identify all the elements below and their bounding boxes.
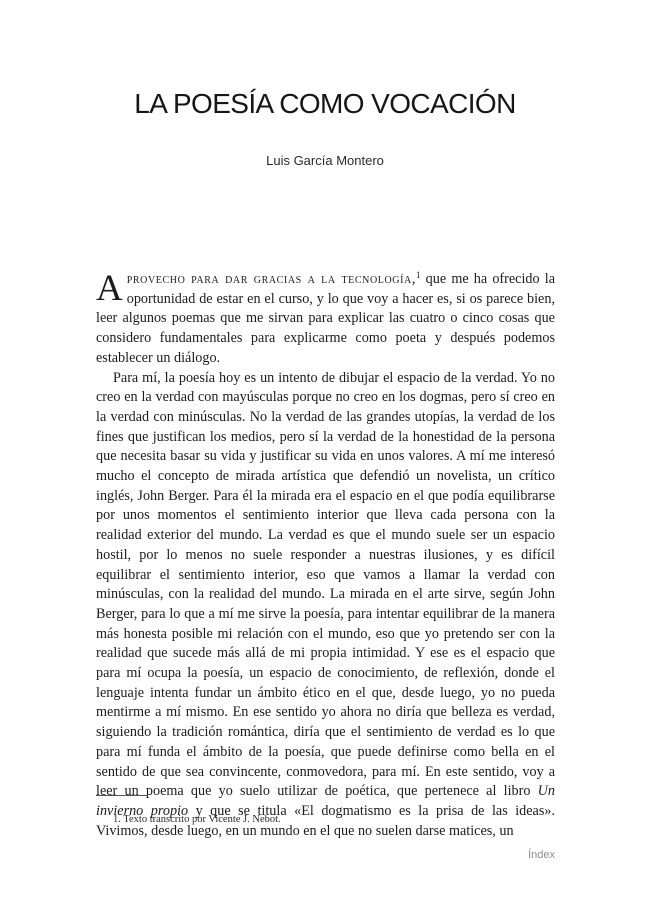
paragraph-2 <box>96 369 555 842</box>
book-title: Un invierno propio <box>96 783 555 819</box>
author-name: Luis García Montero <box>266 153 384 168</box>
paragraph-1-text: que me ha ofrecido la oportunidad de estar en el curso, y lo que voy a hacer es, si os parece bien, leer algunos poemas que me sirvan para explicar las cuatro o cinco cosas que considero fundamentales para explicarme como poeta y después podemos establecer un diálogo. <box>96 271 555 366</box>
article-body <box>96 270 555 841</box>
drop-cap: A <box>96 268 123 309</box>
page-title: LA POESÍA COMO VOCACIÓN <box>134 88 516 119</box>
footnote: 1. Texto transcrito por Vicente J. Nebot. <box>113 814 281 825</box>
footnote-reference[interactable]: 1 <box>416 270 421 280</box>
footnote-divider <box>96 795 148 796</box>
paragraph-1 <box>96 270 555 369</box>
opening-smallcaps: provecho para dar gracias a la tecnología, <box>126 271 417 287</box>
index-link[interactable]: Índex <box>528 849 555 861</box>
paragraph-2-text-before: Para mí, la poesía hoy es un intento de dibujar el espacio de la verdad. Yo no creo en la verdad con mayúsculas porque no creo en los dogmas, pero sí creo en la verdad con minúsculas. No la verdad de las grandes utopías, la verdad de los fines que justifican los medios, pero sí la verdad de la honestidad de la persona que necesita basar su vida y justificar su vida en unos valores. A mí me interesó mucho el concepto de mirada artística que defendió un novelista, un crítico inglés, John Berger. Para él la mirada era el espacio en el que podía equilibrarse por unos momentos el sentimiento interior que lleva cada persona con la realidad exterior del mundo. La verdad es que el mundo suele ser un espacio hostil, por lo menos no suele responder a nuestras ilusiones, y es difícil equilibrar el sentimiento interior, eso que vamos a llamar la verdad con minúsculas, con la realidad del mundo. La mirada en el arte sirve, según John Berger, para lo que a mí me sirve la poesía, para intentar equilibrar de la manera más honesta posible mi relación con el mundo, eso que yo pretendo ser con la realidad que sucede más allá de mi propia intimidad. Y ese es el espacio que para mí ocupa la poesía, un espacio de conocimiento, de reflexión, donde el lenguaje intenta fundar un ámbito ético en el que, desde luego, yo no pueda mentirme a mí mismo. En ese sentido yo ahora no diría que belleza es verdad, siguiendo la tradición romántica, diría que el sentimiento de verdad es lo que para mí funda el ámbito de la poesía, que puede definirse como bella en el sentido de que sea convincente, conmovedora, para mí. En este sentido, voy a leer un poema que yo suelo utilizar de poética, que pertenece al libro <box>96 369 555 800</box>
paragraph-2-text-after: y que se titula «El dogmatismo es la prisa de las ideas». Vivimos, desde luego, en un mundo en el que no suelen darse matices, un <box>96 802 556 839</box>
